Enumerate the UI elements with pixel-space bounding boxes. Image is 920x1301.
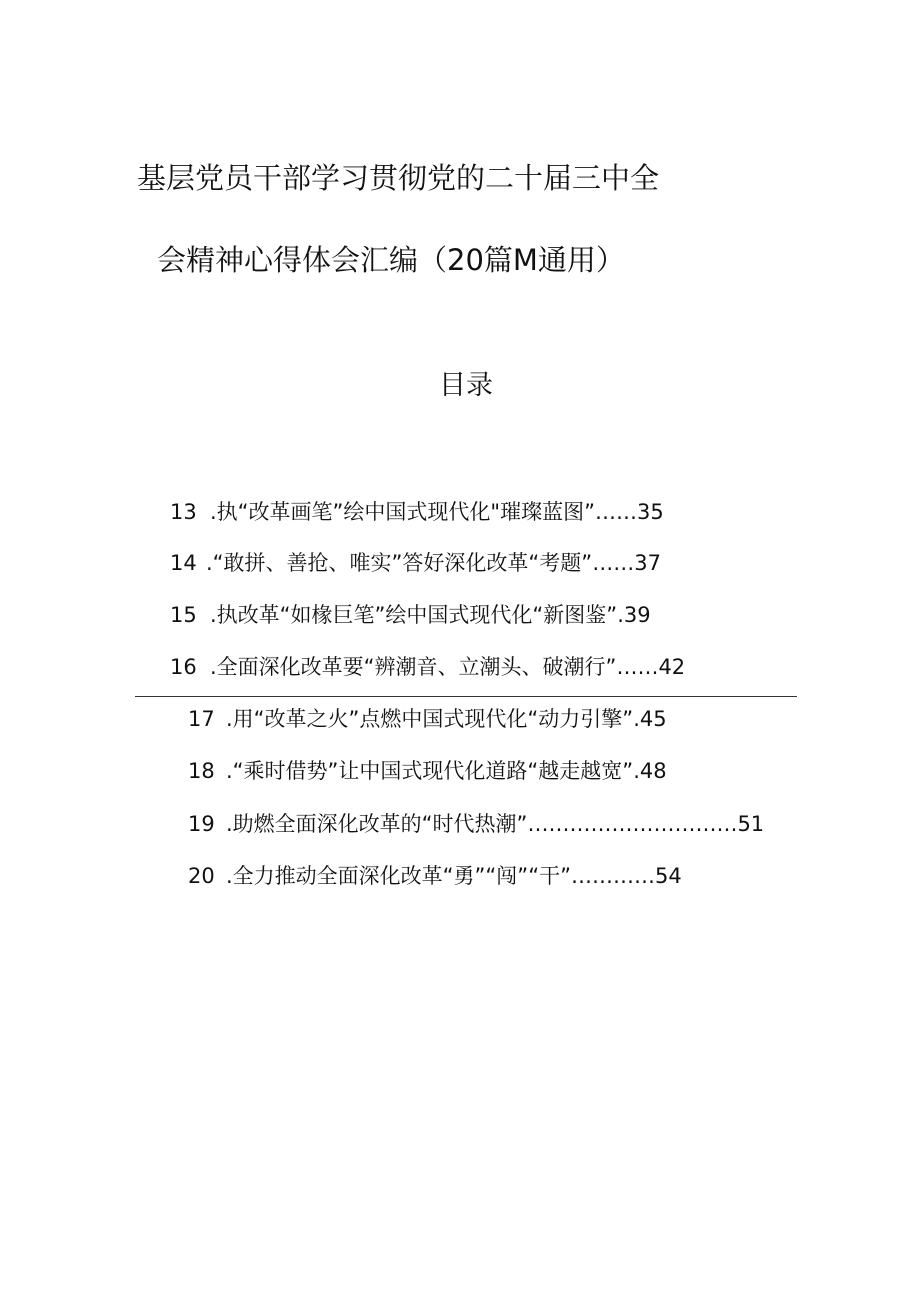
toc-entry-15[interactable]: [170, 605, 651, 626]
toc-entry-title: .助燃全面深化改革的“时代热潮”: [226, 812, 528, 836]
toc-entry-page: ……35: [594, 500, 664, 524]
toc-entry-number: 19: [188, 812, 215, 836]
toc-entry-number: 20: [188, 864, 215, 888]
section-divider: [135, 696, 797, 697]
toc-entry-17[interactable]: [188, 709, 667, 730]
toc-entry-page: ……42: [616, 655, 686, 679]
toc-entry-16[interactable]: [170, 657, 685, 678]
toc-entry-number: 18: [188, 759, 215, 783]
toc-entry-14[interactable]: [170, 553, 661, 574]
toc-entry-number: 16: [170, 655, 197, 679]
toc-entry-title: .执“改革画笔”绘中国式现代化"璀璨蓝图”: [210, 500, 595, 524]
toc-entry-title: .“乘时借势”让中国式现代化道路“越走越宽”: [226, 759, 634, 783]
toc-entry-19[interactable]: [188, 814, 764, 835]
document-title-line-1: 基层党员干部学习贯彻党的二十届三中全: [137, 161, 660, 195]
toc-entry-page: …………54: [570, 864, 682, 888]
toc-entry-page: .45: [633, 707, 667, 731]
toc-entry-title: .执改革“如椽巨笔”绘中国式现代化“新图鉴”: [210, 603, 618, 627]
toc-entry-page: ……37: [592, 551, 661, 575]
toc-entry-13[interactable]: [170, 502, 664, 523]
document-title-line-2: 会精神心得体会汇编（20篇M通用）: [157, 243, 625, 277]
toc-entry-number: 14: [170, 551, 197, 575]
toc-entry-number: 13: [170, 500, 197, 524]
toc-entry-page: .48: [633, 759, 667, 783]
toc-entry-title: .用“改革之火”点燃中国式现代化“动力引擎”: [226, 707, 634, 731]
toc-entry-18[interactable]: [188, 761, 667, 782]
toc-entry-page: …………………………51: [527, 812, 765, 836]
toc-entry-page: .39: [617, 603, 651, 627]
toc-entry-number: 17: [188, 707, 215, 731]
toc-entry-number: 15: [170, 603, 197, 627]
toc-heading: 目录: [439, 370, 493, 401]
toc-entry-title: .“敢拼、善抢、唯实”答好深化改革“考题”: [206, 551, 593, 575]
toc-entry-title: .全面深化改革要“辨潮音、立潮头、破潮行”: [210, 655, 617, 679]
toc-entry-title: .全力推动全面深化改革“勇”“闯”“干”: [226, 864, 571, 888]
toc-entry-20[interactable]: [188, 866, 682, 887]
